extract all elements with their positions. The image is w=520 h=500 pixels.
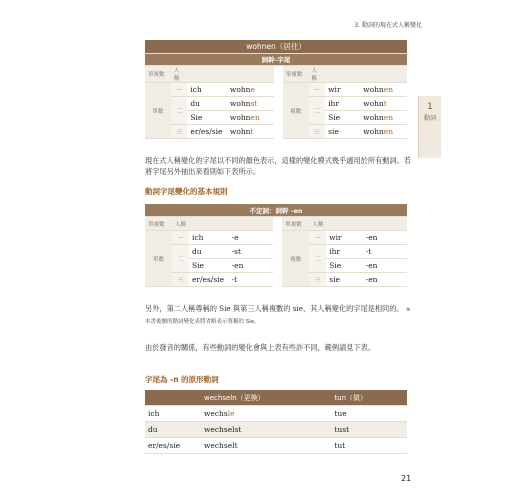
- pronoun: er/es/sie: [187, 125, 227, 139]
- verb-stem: wohn: [363, 85, 384, 94]
- running-head: 3. 動詞的現在式人稱變化: [354, 22, 422, 29]
- verb-stem: wohn: [229, 99, 251, 108]
- col-head-person: 人稱: [309, 217, 326, 231]
- verb-form: [201, 422, 331, 438]
- verb-ending: st: [234, 425, 242, 434]
- pronoun: Sie: [189, 259, 229, 273]
- verb-form: [360, 83, 407, 97]
- ending: -en: [363, 259, 407, 273]
- person-number: 一: [309, 83, 326, 97]
- group-label-singular: 單數: [145, 231, 172, 287]
- ending: -en: [363, 273, 407, 287]
- pronoun: du: [189, 245, 229, 259]
- section-heading-endings: 動詞字尾變化的基本規則: [145, 187, 228, 196]
- pronoun: er/es/sie: [145, 438, 201, 454]
- pronoun: sie: [325, 125, 360, 139]
- verb-ending: en: [383, 85, 394, 94]
- verb-stem: wohn: [229, 85, 251, 94]
- verb-form: [227, 125, 274, 139]
- verb-form: [360, 125, 407, 139]
- person-number: 三: [171, 125, 188, 139]
- person-number: 三: [172, 273, 189, 287]
- verb-form: [227, 97, 274, 111]
- verb-form: [201, 438, 331, 454]
- pronoun: sie: [326, 273, 362, 287]
- table-subtitle: 詞幹-字尾: [145, 54, 407, 66]
- col-head-number: 單複數: [282, 217, 309, 231]
- verb-stem: wohn: [229, 113, 251, 122]
- paragraph-pronunciation: 由於發音的關係，有些動詞的變化會與上表有些許不同，範例請見下表。: [145, 343, 376, 352]
- ending: -en: [229, 259, 273, 273]
- verb-form: [227, 111, 274, 125]
- pronoun: Sie: [326, 259, 362, 273]
- pronoun: du: [187, 97, 227, 111]
- verb-form: [331, 406, 407, 422]
- col-head-number: 單複數: [145, 217, 172, 231]
- verb-stem: wechsel: [204, 441, 235, 450]
- verb-form: [360, 97, 407, 111]
- person-number: 一: [172, 231, 189, 245]
- verb-ending: st: [250, 99, 258, 108]
- chapter-tab-label: 動詞: [423, 115, 436, 122]
- verb-stem: wechs: [204, 409, 228, 418]
- col-head-person: 人稱: [309, 66, 326, 83]
- table-header-wechseln: wechseln（更換）: [201, 390, 331, 406]
- verb-ending: st: [342, 425, 350, 434]
- col-head-person: 人稱: [171, 66, 188, 83]
- verb-ending: t: [342, 441, 346, 450]
- table-title: wohnen（居住）: [145, 40, 407, 54]
- conjugation-table-endings: [145, 204, 407, 287]
- pronoun: ihr: [325, 97, 360, 111]
- page-number: 21: [401, 474, 412, 483]
- person-number: 三: [309, 273, 326, 287]
- ending: -en: [363, 231, 407, 245]
- verb-form: [360, 111, 407, 125]
- table-header-empty: [145, 390, 201, 406]
- paragraph-sie-text: 另外，第二人稱尊稱的 Sie 與第三人稱複數的 sie，其人稱變化的字尾是相同的。: [145, 304, 404, 313]
- col-head-number: 單複數: [145, 66, 171, 83]
- verb-form: [331, 422, 407, 438]
- verb-ending: t: [234, 441, 238, 450]
- person-number: 三: [309, 125, 326, 139]
- verb-stem: wohn: [363, 99, 384, 108]
- pronoun: wir: [325, 83, 360, 97]
- verb-ending: t: [383, 99, 387, 108]
- ending: -e: [229, 231, 273, 245]
- person-number: 一: [309, 231, 326, 245]
- verb-ending: t: [250, 127, 254, 136]
- verb-stem: wohn: [363, 113, 384, 122]
- person-number: 二: [309, 97, 326, 125]
- verb-ending: e: [342, 409, 347, 418]
- ending: -t: [229, 273, 273, 287]
- person-number: 二: [171, 97, 188, 125]
- paragraph-intro: 現在式人稱變化的字尾以不同的顏色表示，這樣的變化模式幾乎適用於所有動詞。若將字尾另外抽出來看則如下表所示。: [145, 156, 411, 176]
- pronoun: Sie: [187, 111, 227, 125]
- paragraph-sie: [145, 304, 413, 327]
- verb-stem: wohn: [229, 127, 251, 136]
- chapter-tab-number: 1: [427, 102, 433, 112]
- person-number: 一: [171, 83, 188, 97]
- verb-stem: wohn: [363, 127, 384, 136]
- pronoun: ich: [145, 406, 201, 422]
- pronoun: du: [145, 422, 201, 438]
- chapter-tab: [418, 96, 441, 158]
- verb-ending: e: [250, 85, 255, 94]
- section-heading-n-verbs: 字尾為 -n 的原形動詞: [145, 375, 219, 384]
- verb-form: [227, 83, 274, 97]
- verb-form: [331, 438, 407, 454]
- ending: -t: [363, 245, 407, 259]
- footnote: ※本書後續的動詞變化表將省略表示尊稱的 Sie。: [145, 307, 411, 325]
- conjugation-table-n-verbs: [145, 390, 407, 454]
- verb-stem: tu: [334, 425, 343, 434]
- pronoun: Sie: [325, 111, 360, 125]
- verb-ending: en: [383, 113, 394, 122]
- person-number: 二: [309, 245, 326, 273]
- table-header-tun: tun（做）: [331, 390, 407, 406]
- verb-stem: tu: [334, 441, 343, 450]
- verb-ending: le: [227, 409, 235, 418]
- group-label-plural: 複數: [282, 231, 309, 287]
- pronoun: ich: [187, 83, 227, 97]
- group-label-plural: 複數: [283, 83, 309, 139]
- table-title: 不定詞：詞幹 -en: [145, 204, 407, 217]
- verb-form: [201, 406, 331, 422]
- col-head-number: 單複數: [283, 66, 309, 83]
- verb-ending: en: [383, 127, 394, 136]
- verb-ending: en: [250, 113, 260, 122]
- verb-stem: tu: [334, 409, 343, 418]
- ending: -st: [229, 245, 273, 259]
- group-label-singular: 單數: [145, 83, 171, 139]
- pronoun: ihr: [326, 245, 362, 259]
- conjugation-table-wohnen: [145, 40, 407, 139]
- pronoun: wir: [326, 231, 362, 245]
- pronoun: er/es/sie: [189, 273, 229, 287]
- verb-stem: wechsel: [204, 425, 235, 434]
- col-head-person: 人稱: [172, 217, 189, 231]
- person-number: 二: [172, 245, 189, 273]
- pronoun: ich: [189, 231, 229, 245]
